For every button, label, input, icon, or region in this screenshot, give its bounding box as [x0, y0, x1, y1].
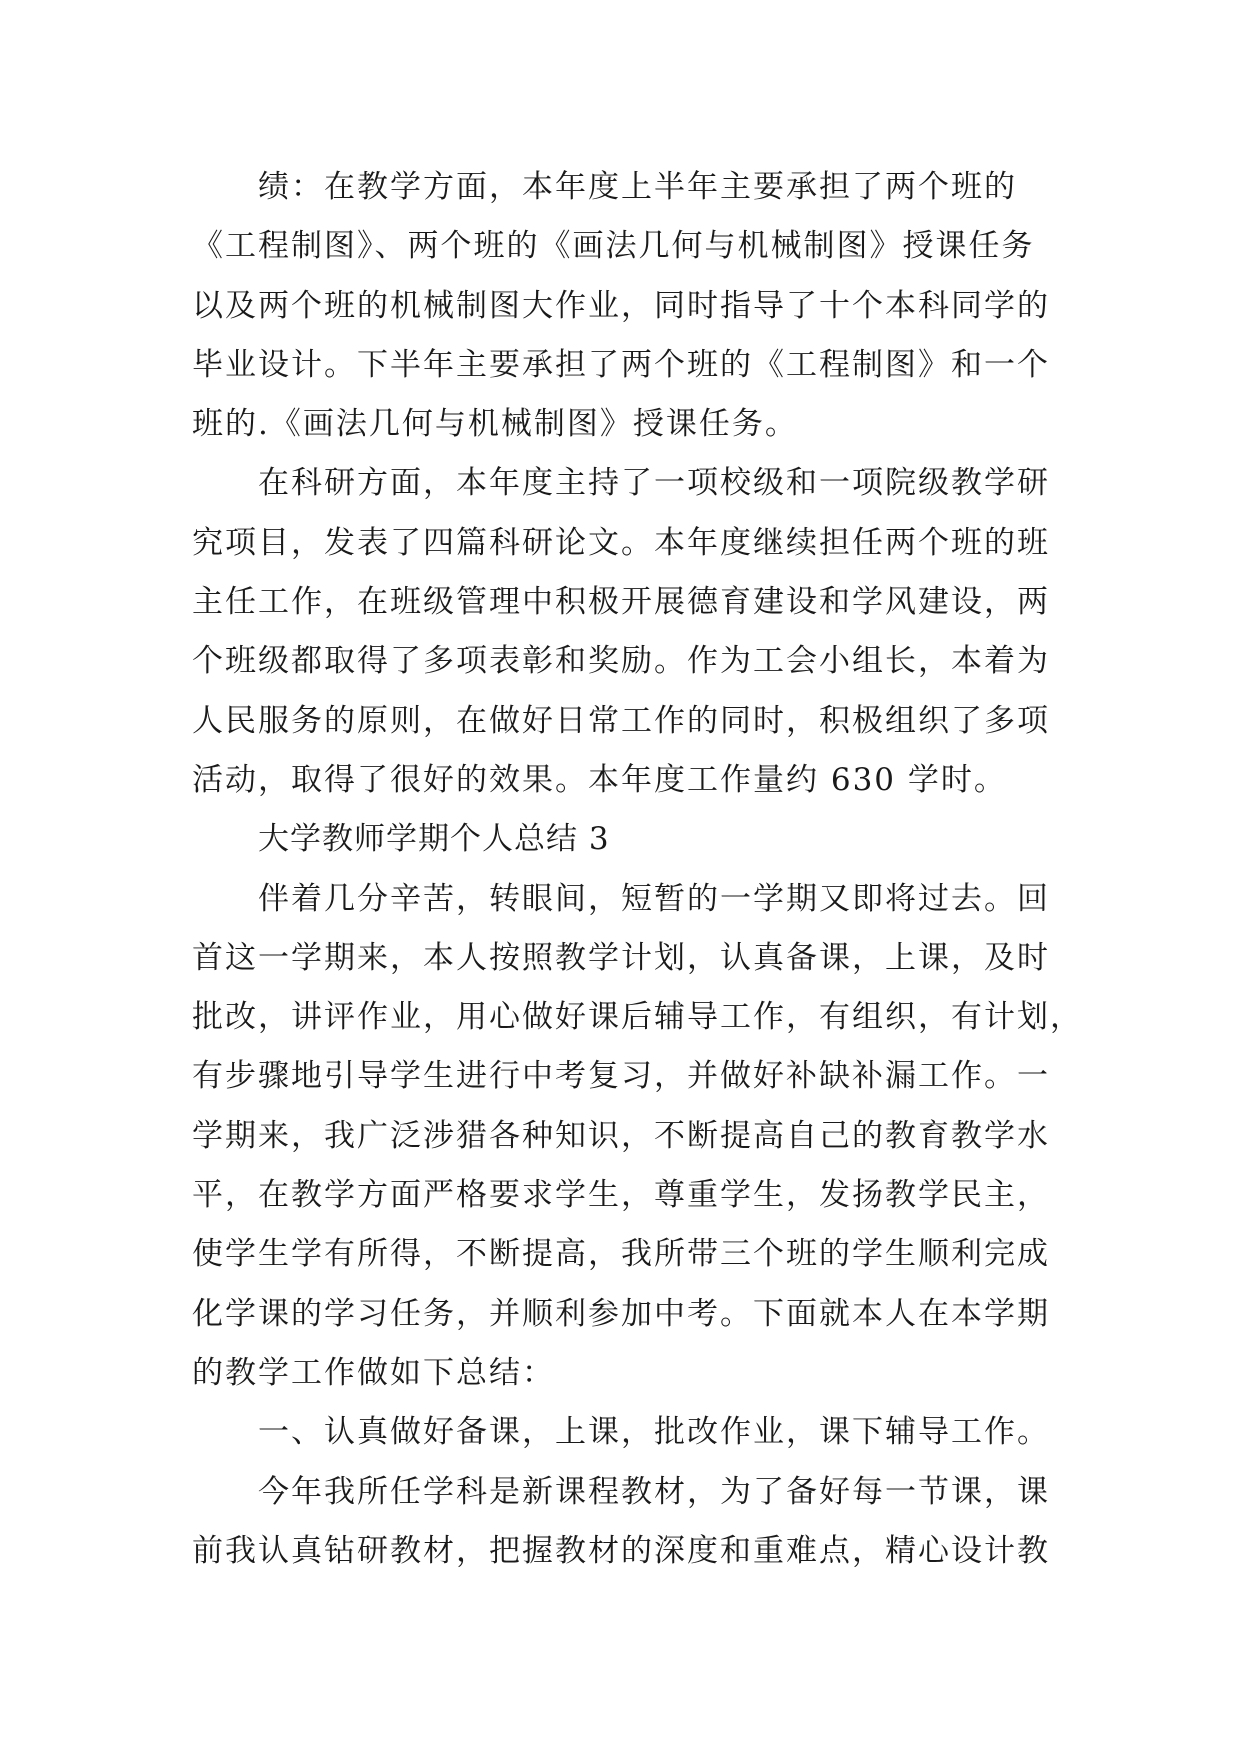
paragraph-line: 有步骤地引导学生进行中考复习，并做好补缺补漏工作。一	[192, 1058, 1050, 1095]
paragraph-line: 个班级都取得了多项表彰和奖励。作为工会小组长，本着为	[192, 643, 1050, 680]
paragraph-line: 以及两个班的机械制图大作业，同时指导了十个本科同学的	[192, 287, 1050, 324]
paragraph-line: 首这一学期来，本人按照教学计划，认真备课，上课，及时	[192, 939, 1050, 976]
body-text	[192, 158, 1083, 1581]
paragraph-line: 化学课的学习任务，并顺利参加中考。下面就本人在本学期	[192, 1295, 1050, 1332]
paragraph-line: 绩：在教学方面，本年度上半年主要承担了两个班的	[258, 169, 1017, 205]
paragraph-line: 平，在教学方面严格要求学生，尊重学生，发扬教学民主，	[192, 1177, 1050, 1214]
paragraph-line: 活动，取得了很好的效果。本年度工作量约 630 学时。	[192, 761, 1007, 798]
paragraph-line: 今年我所任学科是新课程教材，为了备好每一节课，课	[258, 1473, 1050, 1510]
subheading-line: 一、认真做好备课，上课，批改作业，课下辅导工作。	[258, 1414, 1050, 1451]
paragraph-line: 的教学工作做如下总结：	[192, 1354, 555, 1391]
paragraph-line: 批改，讲评作业，用心做好课后辅导工作，有组织，有计划，	[192, 999, 1083, 1036]
paragraph-line: 使学生学有所得，不断提高，我所带三个班的学生顺利完成	[192, 1236, 1050, 1273]
paragraph-line: 前我认真钻研教材，把握教材的深度和重难点，精心设计教	[192, 1532, 1050, 1569]
paragraph-line: 学期来，我广泛涉猎各种知识，不断提高自己的教育教学水	[192, 1117, 1050, 1154]
section-heading: 大学教师学期个人总结 3	[258, 821, 610, 858]
paragraph-line: 人民服务的原则，在做好日常工作的同时，积极组织了多项	[192, 702, 1050, 739]
paragraph-line: 伴着几分辛苦，转眼间，短暂的一学期又即将过去。回	[258, 880, 1050, 917]
paragraph-line: 在科研方面，本年度主持了一项校级和一项院级教学研	[258, 465, 1050, 502]
paragraph-line: 毕业设计。下半年主要承担了两个班的《工程制图》和一个	[192, 346, 1050, 383]
paragraph-line: 班的.《画法几何与机械制图》授课任务。	[192, 406, 798, 443]
paragraph-line: 究项目，发表了四篇科研论文。本年度继续担任两个班的班	[192, 524, 1050, 561]
paragraph-line: 主任工作，在班级管理中积极开展德育建设和学风建设，两	[192, 584, 1050, 621]
paragraph-line: 《工程制图》、两个班的《画法几何与机械制图》授课任务	[192, 228, 1035, 265]
